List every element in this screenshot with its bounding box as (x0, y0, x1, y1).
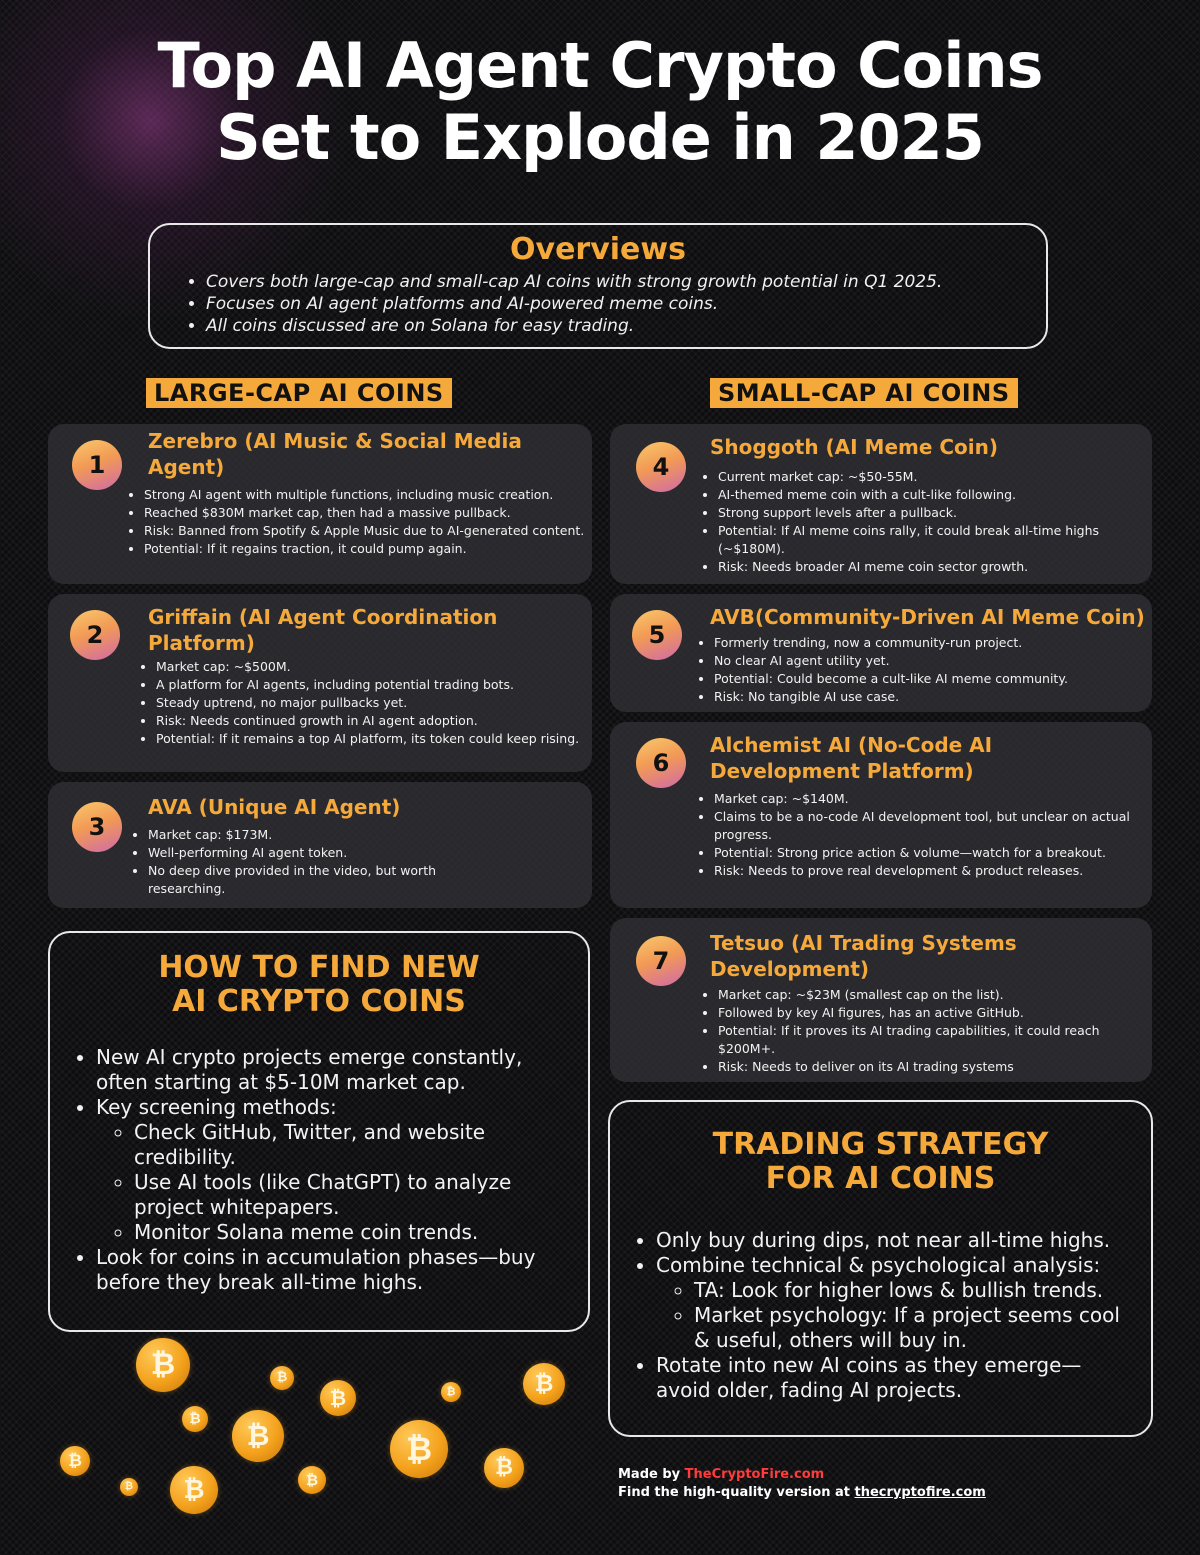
trading-strategy-heading (610, 1128, 1151, 1196)
coin-title: Griffain (AI Agent Coordination Platform) (148, 605, 498, 655)
coin-card-2 (48, 594, 592, 772)
small-cap-heading: SMALL-CAP AI COINS (710, 378, 1018, 408)
coin-bullet: • A platform for AI agents, including potential trading bots. (156, 676, 596, 694)
coin-bullet: • Claims to be a no-code AI development tool, but unclear on actual progress. (714, 808, 1154, 844)
how-to-find-heading (50, 951, 588, 1019)
trading-strategy-box (608, 1100, 1153, 1437)
coin-bullet: • AI-themed meme coin with a cult-like following. (718, 486, 1158, 504)
page-title (0, 30, 1200, 174)
coin-bullet: • Strong support levels after a pullback. (718, 504, 1158, 522)
footer-credit (618, 1466, 986, 1484)
coin-bullets (140, 658, 596, 748)
how-to-find-list (50, 1045, 588, 1295)
coin-bullets (702, 986, 1158, 1076)
title-line-2: Set to Explode in 2025 (216, 101, 984, 174)
rank-badge: 5 (632, 610, 682, 660)
bitcoin-coin-icon: ₿ (232, 1410, 284, 1462)
bullet-text: Key screening methods: (96, 1095, 337, 1119)
coin-bullet: • Formerly trending, now a community-run project. (714, 634, 1154, 652)
coin-bullet: • Risk: Needs to prove real development & product releases. (714, 862, 1154, 880)
coin-card-3 (48, 782, 592, 908)
bitcoin-coin-icon: ₿ (320, 1380, 356, 1416)
large-cap-heading: LARGE-CAP AI COINS (146, 378, 452, 408)
coin-title: Alchemist AI (No-Code AI Development Platform) (710, 733, 993, 783)
coin-bullet: • Potential: Could become a cult-like AI meme community. (714, 670, 1154, 688)
analysis-item: ◦ TA: Look for higher lows & bullish trends. (694, 1278, 1131, 1303)
overview-bullet: • Focuses on AI agent platforms and AI-powered meme coins. (206, 293, 1046, 315)
bullet-text: Combine technical & psychological analysis: (656, 1253, 1101, 1277)
coin-bullets (128, 486, 594, 558)
coin-card-1 (48, 424, 592, 584)
heading-line: FOR AI COINS (765, 1161, 996, 1196)
find-text: Find the high-quality version at (618, 1485, 850, 1500)
how-to-find-bullet (96, 1095, 564, 1245)
analysis-item: ◦ Market psychology: If a project seems cool & useful, others will buy in. (694, 1303, 1131, 1353)
screening-methods-list (96, 1120, 564, 1245)
coin-card-7 (610, 918, 1152, 1082)
overview-box (148, 223, 1048, 349)
overview-list (150, 271, 1046, 337)
coin-title: Shoggoth (AI Meme Coin) (710, 435, 999, 459)
analysis-list (656, 1278, 1131, 1353)
coin-bullet: • Market cap: ~$23M (smallest cap on the list). (718, 986, 1158, 1004)
coin-card-4 (610, 424, 1152, 584)
coin-bullet: • Current market cap: ~$50-55M. (718, 468, 1158, 486)
rank-badge: 3 (72, 802, 122, 852)
bitcoin-coin-icon: ₿ (270, 1366, 294, 1390)
title-line-1: Top AI Agent Crypto Coins (157, 29, 1043, 102)
strategy-bullet: • Only buy during dips, not near all-time highs. (656, 1228, 1131, 1253)
how-to-find-bullet: • New AI crypto projects emerge constantly, often starting at $5-10M market cap. (96, 1045, 564, 1095)
coin-card-6 (610, 722, 1152, 908)
coin-bullet: • Followed by key AI figures, has an active GitHub. (718, 1004, 1158, 1022)
bitcoin-coin-icon: ₿ (120, 1478, 138, 1496)
coin-bullet: • Risk: Needs to deliver on its AI trading systems (718, 1058, 1158, 1076)
overview-bullet: • All coins discussed are on Solana for easy trading. (206, 315, 1046, 337)
footer (618, 1466, 986, 1502)
screening-method: ◦ Check GitHub, Twitter, and website credibility. (134, 1120, 564, 1170)
bitcoin-coin-icon: ₿ (484, 1448, 524, 1488)
coin-bullet: • Steady uptrend, no major pullbacks yet. (156, 694, 596, 712)
coin-bullet: • Risk: No tangible AI use case. (714, 688, 1154, 706)
bitcoin-coin-icon: ₿ (182, 1406, 208, 1432)
heading-line: TRADING STRATEGY (712, 1127, 1049, 1162)
rank-badge: 7 (636, 936, 686, 986)
coin-bullet: • Risk: Needs continued growth in AI agent adoption. (156, 712, 596, 730)
coin-bullet: • Potential: If it remains a top AI platform, its token could keep rising. (156, 730, 596, 748)
coin-bullet: • Market cap: $173M. (148, 826, 508, 844)
coin-title: AVA (Unique AI Agent) (148, 795, 401, 819)
coin-title: AVB(Community-Driven AI Meme Coin) (710, 605, 1145, 629)
bitcoin-coin-icon: ₿ (170, 1466, 218, 1514)
overview-heading: Overviews (510, 232, 686, 267)
how-to-find-bullet: • Look for coins in accumulation phases—buy before they break all-time highs. (96, 1245, 564, 1295)
coin-bullet: • Risk: Banned from Spotify & Apple Music due to AI-generated content. (144, 522, 594, 540)
overview-bullet: • Covers both large-cap and small-cap AI coins with strong growth potential in Q1 2025. (206, 271, 1046, 293)
coin-card-5 (610, 594, 1152, 712)
screening-method: ◦ Monitor Solana meme coin trends. (134, 1220, 564, 1245)
coin-bullet: • Market cap: ~$140M. (714, 790, 1154, 808)
rank-badge: 4 (636, 442, 686, 492)
coin-bullet: • Potential: If AI meme coins rally, it could break all-time highs (~$180M). (718, 522, 1158, 558)
bitcoin-coin-icon: ₿ (523, 1363, 565, 1405)
bitcoin-coin-icon: ₿ (441, 1382, 461, 1402)
rank-badge: 2 (70, 610, 120, 660)
coin-bullet: • Risk: Needs broader AI meme coin sector growth. (718, 558, 1158, 576)
made-by-label: Made by (618, 1467, 681, 1482)
strategy-bullet (656, 1253, 1131, 1353)
trading-strategy-list (610, 1228, 1151, 1403)
coin-title: Zerebro (AI Music & Social Media Agent) (148, 429, 522, 479)
rank-badge: 1 (72, 440, 122, 490)
strategy-bullet: • Rotate into new AI coins as they emerge—avoid older, fading AI projects. (656, 1353, 1131, 1403)
coin-bullet: • Market cap: ~$500M. (156, 658, 596, 676)
coin-title: Tetsuo (AI Trading Systems Development) (710, 931, 1017, 981)
heading-line: AI CRYPTO COINS (172, 984, 466, 1019)
bitcoin-coin-icon: ₿ (298, 1466, 326, 1494)
coin-bullet: • Potential: If it proves its AI trading capabilities, it could reach $200M+. (718, 1022, 1158, 1058)
bitcoin-coin-icon: ₿ (60, 1446, 90, 1476)
bitcoin-coin-icon: ₿ (136, 1338, 190, 1392)
coin-bullet: • Well-performing AI agent token. (148, 844, 508, 862)
screening-method: ◦ Use AI tools (like ChatGPT) to analyze project whitepapers. (134, 1170, 564, 1220)
coin-bullets (132, 826, 508, 898)
heading-line: HOW TO FIND NEW (158, 950, 480, 985)
coin-bullet: • Potential: If it regains traction, it could pump again. (144, 540, 594, 558)
coin-bullets (702, 468, 1158, 576)
footer-version (618, 1484, 986, 1502)
coin-bullet: • Strong AI agent with multiple functions, including music creation. (144, 486, 594, 504)
bitcoin-coin-icon: ₿ (390, 1420, 448, 1478)
coin-bullet: • No clear AI agent utility yet. (714, 652, 1154, 670)
brand-link[interactable]: TheCryptoFire.com (684, 1467, 825, 1482)
site-link[interactable]: thecryptofire.com (854, 1485, 986, 1500)
coin-bullets (698, 634, 1154, 706)
coin-bullet: • Potential: Strong price action & volume—watch for a breakout. (714, 844, 1154, 862)
coin-bullets (698, 790, 1154, 880)
how-to-find-box (48, 931, 590, 1332)
coin-bullet: • No deep dive provided in the video, but worth researching. (148, 862, 508, 898)
rank-badge: 6 (636, 738, 686, 788)
coin-bullet: • Reached $830M market cap, then had a massive pullback. (144, 504, 594, 522)
